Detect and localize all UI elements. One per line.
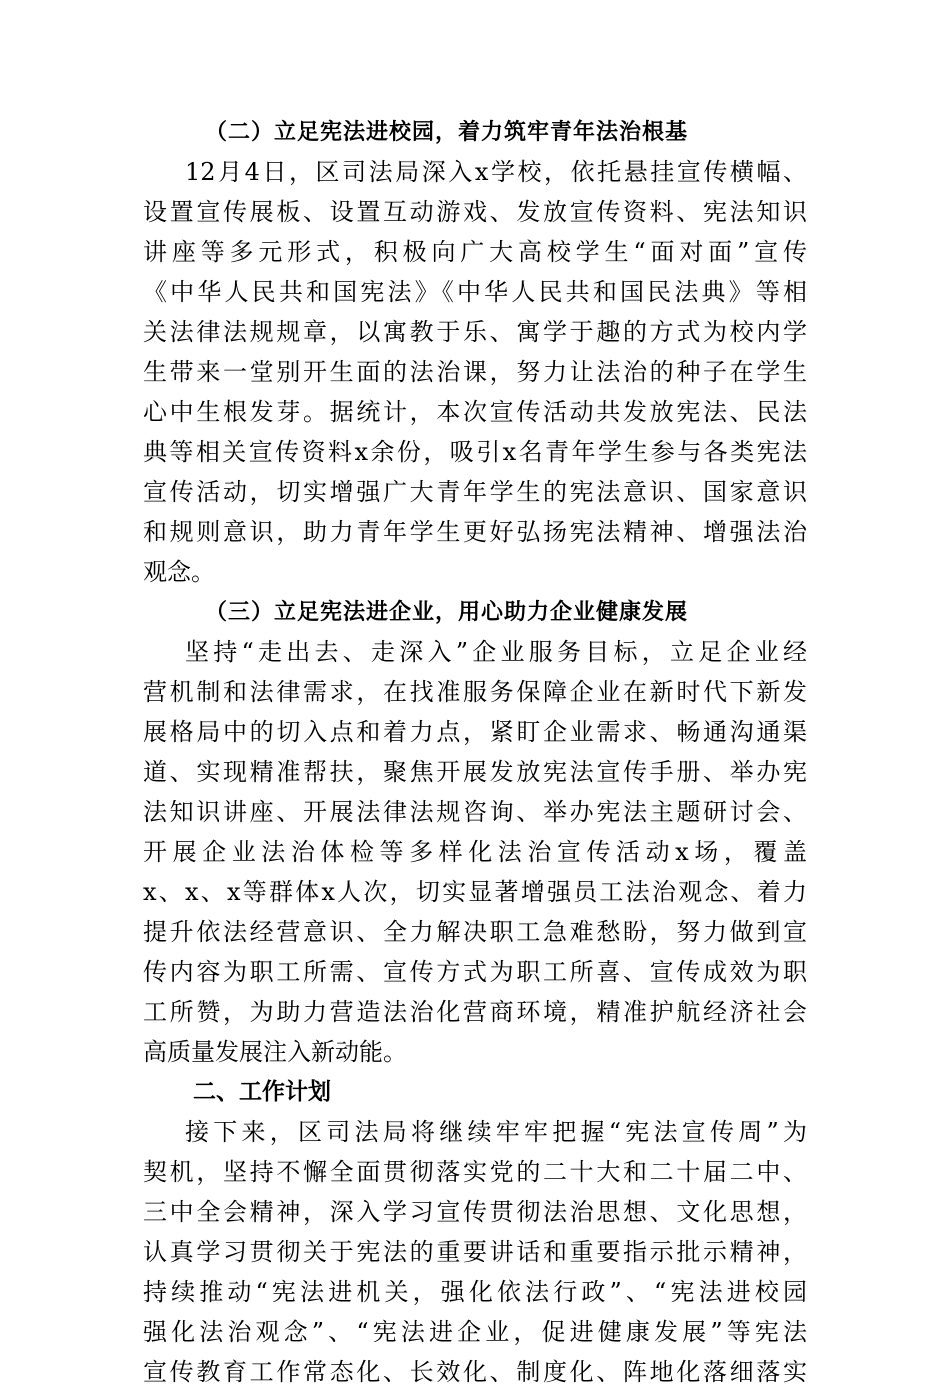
paragraph-line: x、x、x等群体x人次，切实显著增强员工法治观念、着力 — [143, 878, 807, 906]
paragraph-line: 高质量发展注入新动能。 — [143, 1038, 407, 1066]
paragraph-line: 传内容为职工所需、宣传方式为职工所喜、宣传成效为职 — [143, 958, 807, 986]
section-title-work-plan: 二、工作计划 — [193, 1079, 331, 1105]
paragraph-line: 《中华人民共和国宪法》《中华人民共和国民法典》等相 — [143, 278, 807, 306]
paragraph-line: 坚持“走出去、走深入”企业服务目标，立足企业经 — [185, 638, 807, 666]
paragraph-line: 宣传活动，切实增强广大青年学生的宪法意识、国家意识 — [143, 478, 807, 506]
paragraph-line: 展格局中的切入点和着力点，紧盯企业需求、畅通沟通渠 — [143, 718, 807, 746]
paragraph-line: 持续推动“宪法进机关，强化依法行政”、“宪法进校园 — [143, 1278, 807, 1306]
paragraph-line: 强化法治观念”、“宪法进企业，促进健康发展”等宪法 — [143, 1318, 807, 1346]
paragraph-line: 道、实现精准帮扶，聚焦开展发放宪法宣传手册、举办宪 — [143, 758, 807, 786]
paragraph-line: 心中生根发芽。据统计，本次宣传活动共发放宪法、民法 — [143, 398, 807, 426]
document-body — [143, 112, 807, 1392]
paragraph-line: 工所赞，为助力营造法治化营商环境，精准护航经济社会 — [143, 998, 807, 1026]
paragraph-line: 提升依法经营意识、全力解决职工急难愁盼，努力做到宣 — [143, 918, 807, 946]
paragraph-line: 典等相关宣传资料x余份，吸引x名青年学生参与各类宪法 — [143, 438, 807, 466]
paragraph-line: 观念。 — [143, 558, 215, 586]
paragraph-line: 宣传教育工作常态化、长效化、制度化、阵地化落细落实 — [143, 1358, 807, 1386]
paragraph-line: 设置宣传展板、设置互动游戏、发放宣传资料、宪法知识 — [143, 198, 807, 226]
section-heading-enterprise: （三）立足宪法进企业，用心助力企业健康发展 — [205, 599, 689, 625]
paragraph-line: 认真学习贯彻关于宪法的重要讲话和重要指示批示精神， — [143, 1238, 807, 1266]
paragraph-line: 法知识讲座、开展法律法规咨询、举办宪法主题研讨会、 — [143, 798, 807, 826]
paragraph-line: 三中全会精神，深入学习宣传贯彻法治思想、文化思想， — [143, 1198, 807, 1226]
paragraph-line: 契机，坚持不懈全面贯彻落实党的二十大和二十届二中、 — [143, 1158, 807, 1186]
paragraph-line: 12月4日，区司法局深入x学校，依托悬挂宣传横幅、 — [185, 158, 807, 186]
paragraph-line: 生带来一堂别开生面的法治课，努力让法治的种子在学生 — [143, 358, 807, 386]
paragraph-line: 讲座等多元形式，积极向广大高校学生“面对面”宣传 — [143, 238, 807, 266]
paragraph-line: 接下来，区司法局将继续牢牢把握“宪法宣传周”为 — [185, 1118, 807, 1146]
paragraph-line: 和规则意识，助力青年学生更好弘扬宪法精神、增强法治 — [143, 518, 807, 546]
section-heading-campus: （二）立足宪法进校园，着力筑牢青年法治根基 — [205, 119, 689, 145]
paragraph-line: 开展企业法治体检等多样化法治宣传活动x场，覆盖 — [143, 838, 807, 866]
paragraph-line: 关法律法规规章，以寓教于乐、寓学于趣的方式为校内学 — [143, 318, 807, 346]
paragraph-line: 营机制和法律需求，在找准服务保障企业在新时代下新发 — [143, 678, 807, 706]
